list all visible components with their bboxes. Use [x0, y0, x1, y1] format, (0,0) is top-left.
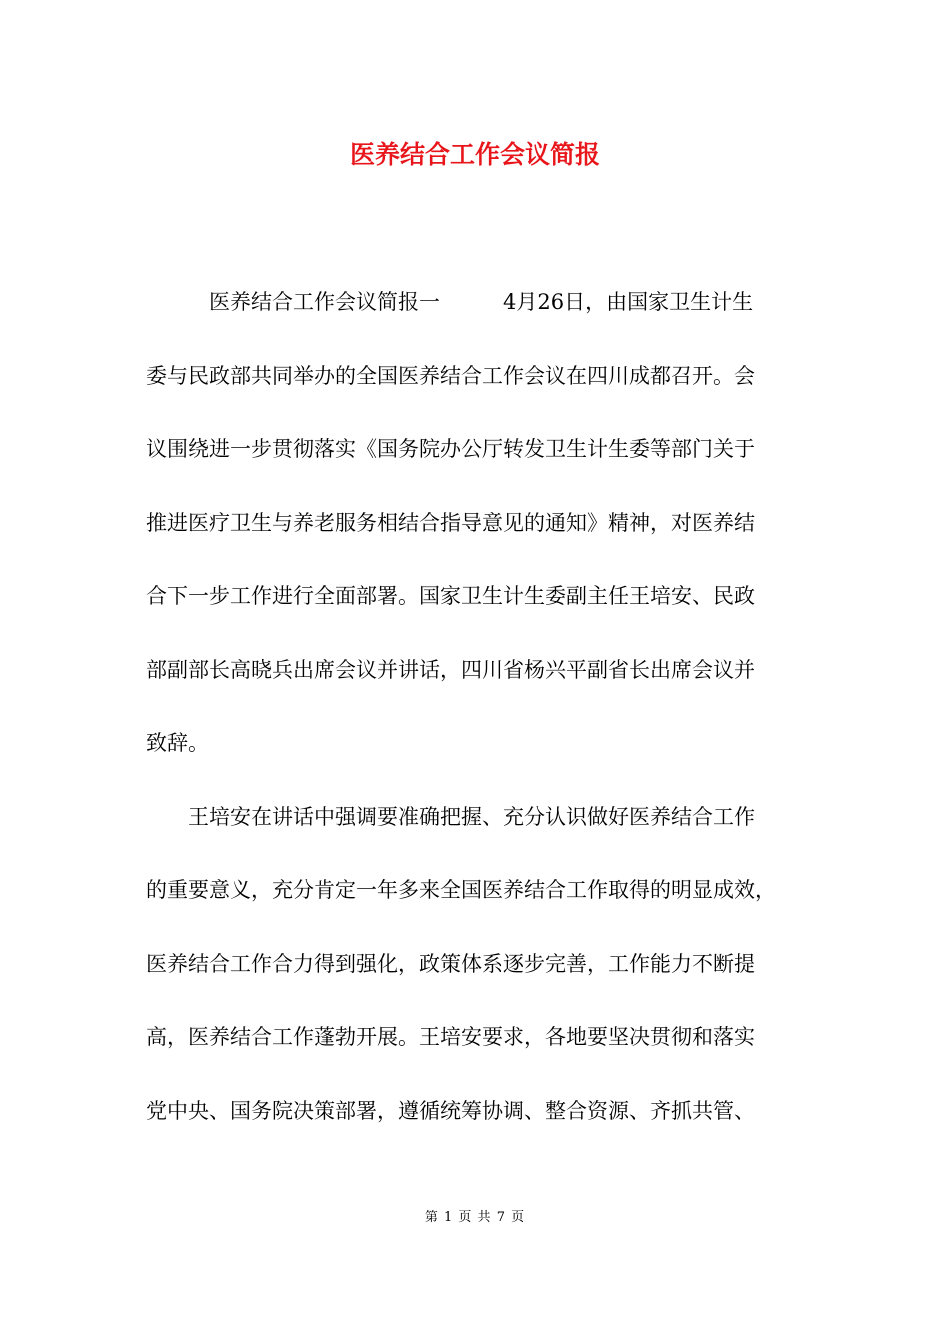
- document-title: 医养结合工作会议简报: [349, 140, 600, 169]
- text-line: 医养结合工作会议简报一 4月26日，由国家卫生计生: [146, 290, 754, 314]
- text-line: 党中央、国务院决策部署，遵循统筹协调、整合资源、齐抓共管、: [146, 1098, 755, 1123]
- text-line: 高，医养结合工作蓬勃开展。王培安要求，各地要坚决贯彻和落实: [146, 1025, 755, 1049]
- text-line: 合下一步工作进行全面部署。国家卫生计生委副主任王培安、民政: [146, 584, 755, 608]
- text-line: 推进医疗卫生与养老服务相结合指导意见的通知》精神，对医养结: [146, 510, 755, 535]
- text-line: 王培安在讲话中强调要准确把握、充分认识做好医养结合工作: [146, 804, 755, 829]
- text-line: 的重要意义，充分肯定一年多来全国医养结合工作取得的明显成效，: [146, 878, 776, 902]
- text-line: 委与民政部共同举办的全国医养结合工作会议在四川成都召开。会: [146, 363, 755, 388]
- body-text: [146, 266, 818, 1148]
- text-line: 医养结合工作合力得到强化，政策体系逐步完善，工作能力不断提: [146, 951, 755, 976]
- page-footer: 第 1 页 共 7 页: [424, 1210, 526, 1225]
- text-line: 部副部长高晓兵出席会议并讲话，四川省杨兴平副省长出席会议并: [146, 657, 755, 682]
- text-line: 议围绕进一步贯彻落实《国务院办公厅转发卫生计生委等部门关于: [146, 437, 755, 461]
- text-line: 致辞。: [146, 731, 209, 755]
